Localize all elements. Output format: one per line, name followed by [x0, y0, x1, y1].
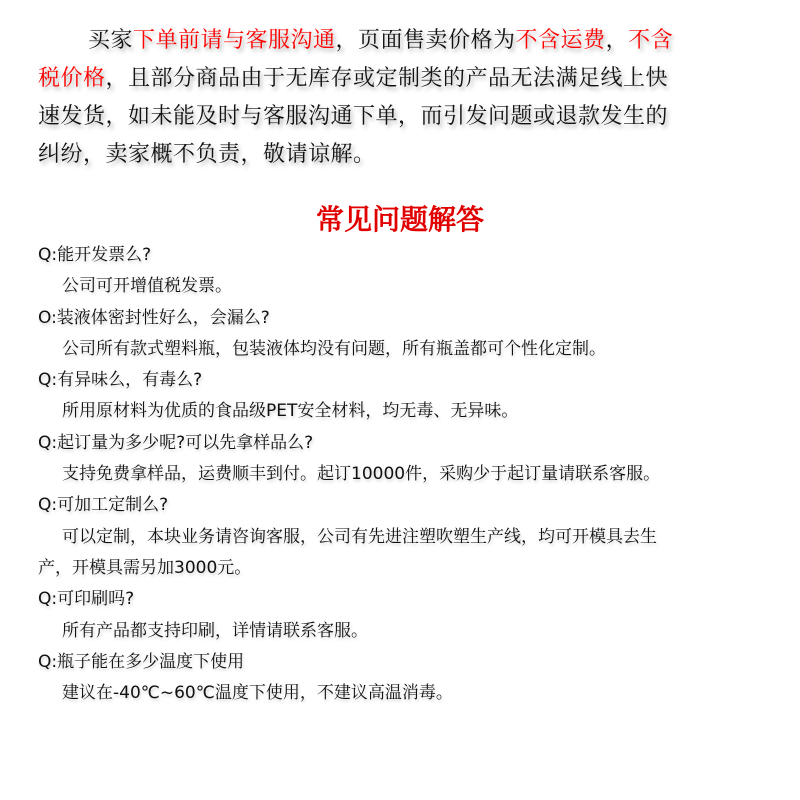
faq-answer: 支持免费拿样品，运费顺丰到付。起订10000件，采购少于起订量请联系客服。	[62, 464, 661, 485]
faq-answer: 可以定制，本块业务请咨询客服，公司有先进注塑吹塑生产线，均可开模具去生	[62, 526, 657, 547]
faq-question: Q:起订量为多少呢?可以先拿样品么?	[38, 432, 314, 453]
faq-answer-continued: 产，开模具需另加3000元。	[38, 557, 252, 578]
faq-answer: 所有产品都支持印刷，详情请联系客服。	[62, 620, 368, 641]
notice-highlight: 不含运费	[515, 28, 606, 53]
notice-highlight: 不含	[628, 28, 674, 53]
notice-line	[38, 22, 778, 60]
faq-question: Q:瓶子能在多少温度下使用	[38, 651, 245, 672]
notice-line	[38, 60, 778, 98]
faq-question: Q:有异味么，有毒么?	[38, 370, 203, 391]
faq-answer: 所用原材料为优质的食品级PET安全材料，均无毒、无异味。	[62, 401, 519, 422]
faq-title: 常见问题解答	[315, 203, 484, 236]
notice-paragraph	[38, 22, 778, 174]
notice-text: ，	[605, 28, 629, 53]
faq-answer: 公司所有款式塑料瓶，包装液体均没有问题，所有瓶盖都可个性化定制。	[62, 338, 606, 359]
notice-text: ，页面售卖价格为	[335, 28, 516, 53]
faq-list	[38, 240, 788, 709]
faq-question: Q:可印刷吗?	[38, 589, 135, 610]
faq-question: O:装液体密封性好么，会漏么?	[38, 307, 270, 328]
faq-question: Q:能开发票么?	[38, 245, 152, 265]
notice-text: 买家	[88, 28, 134, 53]
notice-line: 纠纷，卖家概不负责，敬请谅解。	[38, 142, 376, 167]
notice-line: 速发货，如未能及时与客服沟通下单，而引发问题或退款发生的	[38, 104, 669, 129]
notice-highlight: 下单前请与客服沟通	[133, 28, 336, 53]
faq-question: Q:可加工定制么?	[38, 495, 169, 516]
notice-text: ，且部分商品由于无库存或定制类的产品无法满足线上快	[105, 66, 669, 91]
faq-answer: 公司可开增值税发票。	[62, 276, 232, 297]
faq-answer: 建议在-40℃~60℃温度下使用，不建议高温消毒。	[62, 683, 453, 704]
notice-highlight: 税价格	[38, 66, 106, 91]
